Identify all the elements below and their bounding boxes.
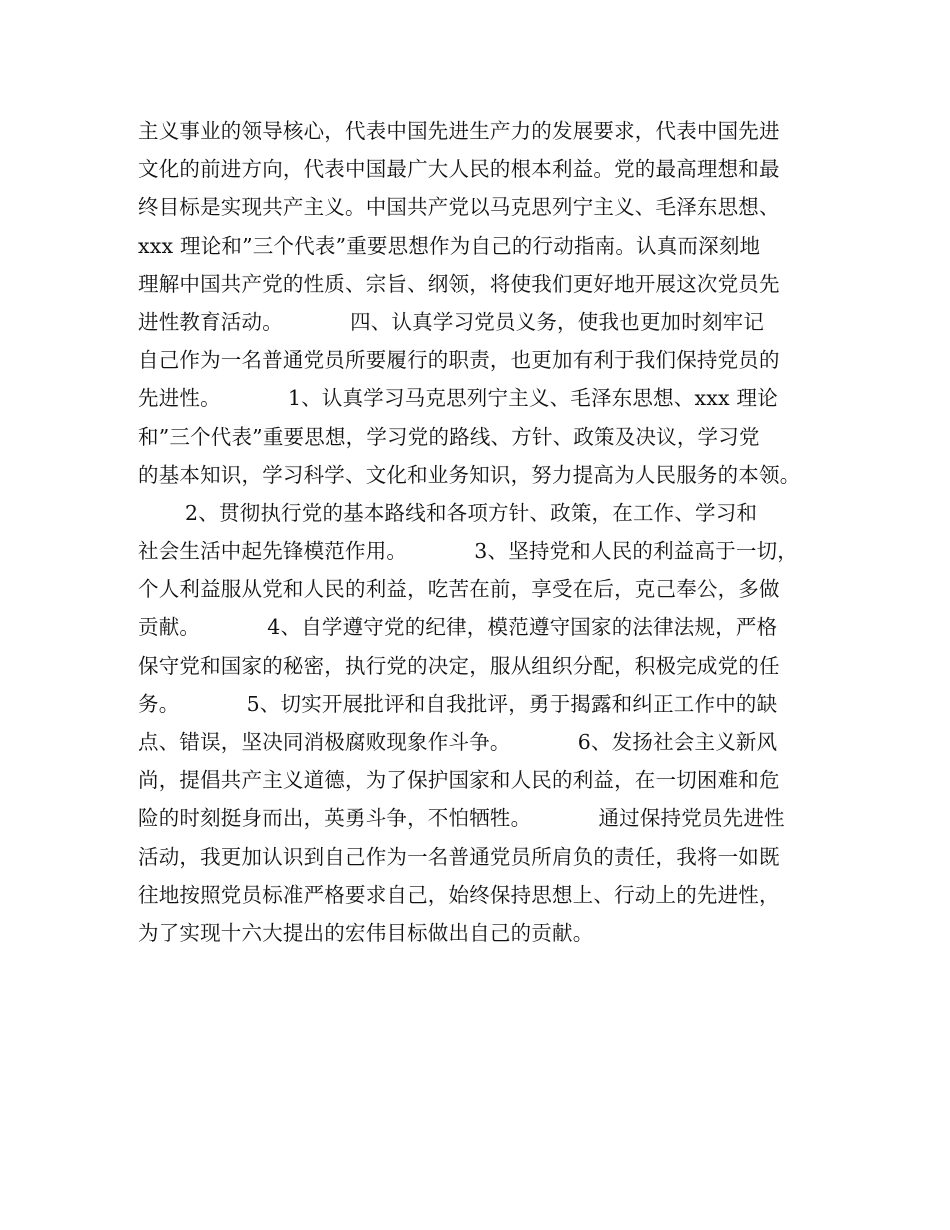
text-line: 主义事业的领导核心，代表中国先进生产力的发展要求，代表中国先进 — [138, 119, 780, 143]
text-line: xxx 理论和”三个代表”重要思想作为自己的行动指南。认真而深刻地 — [138, 233, 761, 258]
text-line: 终目标是实现共产主义。中国共产党以马克思列宁主义、毛泽东思想、 — [138, 195, 780, 220]
text-line: 文化的前进方向，代表中国最广大人民的根本利益。党的最高理想和最 — [138, 157, 780, 182]
text-line: 贡献。 4、自学遵守党的纪律，模范遵守国家的法律法规，严格 — [138, 615, 778, 640]
text-line: 往地按照党员标准严格要求自己，始终保持思想上、行动上的先进性， — [138, 882, 780, 907]
text-line: 尚，提倡共产主义道德，为了保护国家和人民的利益，在一切困难和危 — [138, 768, 780, 793]
text-line: 理解中国共产党的性质、宗旨、纲领，将使我们更好地开展这次党员先 — [138, 271, 780, 296]
text-line: 2、贯彻执行党的基本路线和各项方针、政策，在工作、学习和 — [138, 500, 758, 525]
text-line: 保守党和国家的秘密，执行党的决定，服从组织分配，积极完成党的任 — [138, 653, 780, 678]
text-line: 和”三个代表”重要思想，学习党的路线、方针、政策及决议，学习党 — [138, 424, 760, 449]
text-line: 社会生活中起先锋模范作用。 3、坚持党和人民的利益高于一切， — [138, 539, 799, 564]
text-line: 的基本知识，学习科学、文化和业务知识，努力提高为人民服务的本领。 — [138, 462, 801, 487]
text-line: 为了实现十六大提出的宏伟目标做出自己的贡献。 — [138, 920, 594, 945]
text-line: 活动，我更加认识到自己作为一名普通党员所肩负的责任，我将一如既 — [138, 844, 780, 869]
text-line: 务。 5、切实开展批评和自我批评，勇于揭露和纠正工作中的缺 — [138, 691, 778, 716]
text-line: 进性教育活动。 四、认真学习党员义务，使我也更加时刻牢记 — [138, 309, 765, 334]
text-line: 先进性。 1、认真学习马克思列宁主义、毛泽东思想、xxx 理论 — [138, 386, 778, 411]
document-body — [138, 112, 828, 952]
text-line: 自己作为一名普通党员所要履行的职责，也更加有利于我们保持党员的 — [138, 348, 780, 373]
text-line: 个人利益服从党和人民的利益，吃苦在前，享受在后，克己奉公，多做 — [138, 577, 780, 602]
text-line: 点、错误，坚决同消极腐败现象作斗争。 6、发扬社会主义新风 — [138, 730, 778, 754]
text-line: 险的时刻挺身而出，英勇斗争，不怕牺牲。 通过保持党员先进性 — [138, 806, 785, 831]
